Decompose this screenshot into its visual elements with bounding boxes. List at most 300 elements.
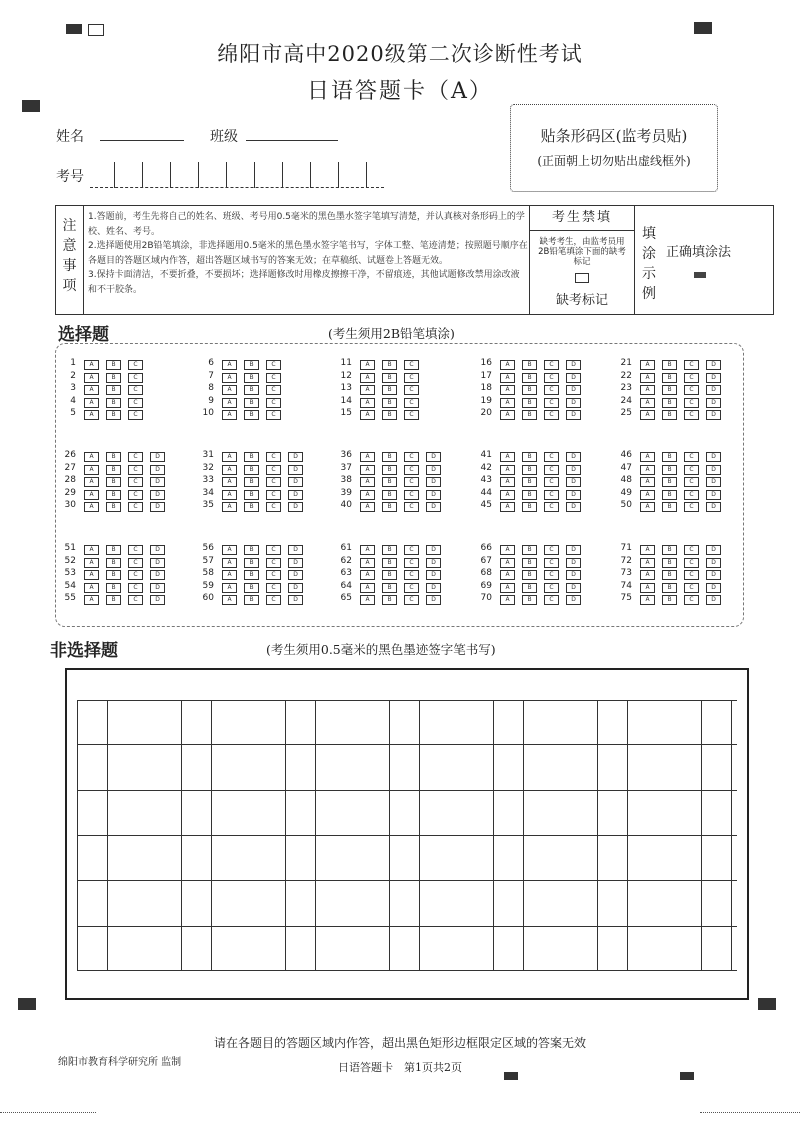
answer-bubble-a[interactable]: A (360, 477, 375, 487)
answer-bubble-a[interactable]: A (360, 583, 375, 593)
answer-bubble-c[interactable]: C (266, 398, 281, 408)
answer-bubble-b[interactable]: B (522, 595, 537, 605)
answer-bubble-c[interactable]: C (404, 583, 419, 593)
answer-bubble-b[interactable]: B (382, 477, 397, 487)
answer-bubble-b[interactable]: B (522, 477, 537, 487)
answer-bubble-b[interactable]: B (382, 545, 397, 555)
answer-bubble-b[interactable]: B (662, 583, 677, 593)
answer-bubble-d[interactable]: D (426, 465, 441, 475)
answer-bubble-b[interactable]: B (522, 385, 537, 395)
answer-bubble-b[interactable]: B (522, 373, 537, 383)
answer-bubble-a[interactable]: A (640, 410, 655, 420)
answer-bubble-b[interactable]: B (522, 583, 537, 593)
answer-bubble-d[interactable]: D (288, 502, 303, 512)
answer-bubble-b[interactable]: B (244, 490, 259, 500)
name-field[interactable] (100, 126, 184, 141)
answer-bubble-b[interactable]: B (244, 477, 259, 487)
answer-bubble-c[interactable]: C (266, 360, 281, 370)
answer-bubble-c[interactable]: C (266, 558, 281, 568)
answer-bubble-c[interactable]: C (544, 452, 559, 462)
answer-bubble-d[interactable]: D (566, 583, 581, 593)
answer-bubble-b[interactable]: B (382, 385, 397, 395)
answer-bubble-b[interactable]: B (244, 385, 259, 395)
answer-bubble-c[interactable]: C (128, 410, 143, 420)
answer-bubble-d[interactable]: D (288, 465, 303, 475)
answer-bubble-a[interactable]: A (640, 595, 655, 605)
answer-bubble-a[interactable]: A (640, 477, 655, 487)
answer-bubble-a[interactable]: A (222, 502, 237, 512)
answer-bubble-a[interactable]: A (360, 558, 375, 568)
answer-bubble-a[interactable]: A (500, 360, 515, 370)
answer-bubble-c[interactable]: C (544, 465, 559, 475)
answer-bubble-a[interactable]: A (500, 490, 515, 500)
answer-bubble-b[interactable]: B (662, 465, 677, 475)
answer-bubble-c[interactable]: C (266, 385, 281, 395)
answer-bubble-d[interactable]: D (706, 452, 721, 462)
answer-bubble-a[interactable]: A (222, 452, 237, 462)
answer-bubble-a[interactable]: A (500, 398, 515, 408)
answer-bubble-c[interactable]: C (404, 477, 419, 487)
answer-bubble-c[interactable]: C (404, 373, 419, 383)
answer-bubble-c[interactable]: C (128, 583, 143, 593)
answer-bubble-b[interactable]: B (382, 373, 397, 383)
answer-bubble-c[interactable]: C (684, 373, 699, 383)
answer-bubble-a[interactable]: A (360, 490, 375, 500)
answer-bubble-a[interactable]: A (360, 385, 375, 395)
answer-bubble-c[interactable]: C (684, 502, 699, 512)
answer-bubble-a[interactable]: A (222, 360, 237, 370)
answer-bubble-d[interactable]: D (426, 452, 441, 462)
answer-bubble-d[interactable]: D (426, 477, 441, 487)
answer-bubble-c[interactable]: C (684, 545, 699, 555)
answer-bubble-c[interactable]: C (404, 502, 419, 512)
question-number: 40 (340, 500, 352, 510)
answer-bubble-d[interactable]: D (426, 545, 441, 555)
answer-bubble-c[interactable]: C (684, 465, 699, 475)
answer-bubble-b[interactable]: B (244, 595, 259, 605)
answer-bubble-b[interactable]: B (106, 570, 121, 580)
answer-bubble-b[interactable]: B (522, 410, 537, 420)
answer-bubble-a[interactable]: A (222, 490, 237, 500)
answer-bubble-b[interactable]: B (244, 583, 259, 593)
answer-bubble-d[interactable]: D (566, 595, 581, 605)
answer-bubble-c[interactable]: C (404, 465, 419, 475)
answer-bubble-b[interactable]: B (106, 558, 121, 568)
answer-bubble-b[interactable]: B (382, 558, 397, 568)
answer-bubble-a[interactable]: A (360, 595, 375, 605)
answer-bubble-c[interactable]: C (544, 490, 559, 500)
answer-bubble-a[interactable]: A (222, 595, 237, 605)
answer-bubble-d[interactable]: D (288, 477, 303, 487)
answer-bubble-c[interactable]: C (544, 360, 559, 370)
answer-bubble-c[interactable]: C (128, 452, 143, 462)
answer-bubble-c[interactable]: C (544, 410, 559, 420)
answer-bubble-b[interactable]: B (106, 595, 121, 605)
answer-bubble-a[interactable]: A (84, 570, 99, 580)
answer-bubble-a[interactable]: A (222, 465, 237, 475)
answer-bubble-d[interactable]: D (150, 570, 165, 580)
answer-bubble-d[interactable]: D (706, 545, 721, 555)
answer-bubble-a[interactable]: A (84, 360, 99, 370)
answer-bubble-a[interactable]: A (84, 465, 99, 475)
answer-bubble-a[interactable]: A (84, 545, 99, 555)
answer-bubble-d[interactable]: D (150, 502, 165, 512)
answer-bubble-b[interactable]: B (522, 360, 537, 370)
answer-bubble-b[interactable]: B (382, 452, 397, 462)
answer-bubble-a[interactable]: A (640, 385, 655, 395)
answer-bubble-a[interactable]: A (84, 477, 99, 487)
answer-bubble-c[interactable]: C (266, 465, 281, 475)
answer-bubble-b[interactable]: B (106, 545, 121, 555)
answer-bubble-c[interactable]: C (266, 373, 281, 383)
answer-bubble-c[interactable]: C (266, 477, 281, 487)
answer-bubble-b[interactable]: B (382, 465, 397, 475)
answer-bubble-b[interactable]: B (382, 398, 397, 408)
answer-bubble-b[interactable]: B (522, 398, 537, 408)
answer-bubble-d[interactable]: D (566, 490, 581, 500)
answer-bubble-b[interactable]: B (662, 452, 677, 462)
answer-bubble-b[interactable]: B (382, 595, 397, 605)
answer-bubble-b[interactable]: B (522, 570, 537, 580)
answer-bubble-d[interactable]: D (706, 398, 721, 408)
answer-bubble-c[interactable]: C (404, 410, 419, 420)
grid-cell-divider (211, 790, 212, 835)
answer-bubble-c[interactable]: C (266, 545, 281, 555)
answer-bubble-a[interactable]: A (500, 570, 515, 580)
answer-bubble-b[interactable]: B (106, 385, 121, 395)
answer-bubble-c[interactable]: C (544, 558, 559, 568)
answer-bubble-b[interactable]: B (244, 373, 259, 383)
answer-bubble-d[interactable]: D (150, 595, 165, 605)
answer-bubble-c[interactable]: C (404, 398, 419, 408)
answer-bubble-a[interactable]: A (360, 545, 375, 555)
choice-question (58, 581, 178, 594)
answer-bubble-c[interactable]: C (266, 595, 281, 605)
answer-bubble-d[interactable]: D (706, 410, 721, 420)
answer-bubble-a[interactable]: A (84, 373, 99, 383)
answer-bubble-d[interactable]: D (706, 570, 721, 580)
answer-bubble-b[interactable]: B (382, 570, 397, 580)
answer-bubble-c[interactable]: C (684, 452, 699, 462)
answer-bubble-b[interactable]: B (662, 558, 677, 568)
answer-bubble-a[interactable]: A (84, 398, 99, 408)
answer-bubble-a[interactable]: A (360, 502, 375, 512)
answer-bubble-b[interactable]: B (244, 570, 259, 580)
answer-bubble-c[interactable]: C (684, 490, 699, 500)
answer-bubble-a[interactable]: A (360, 570, 375, 580)
exam-id-field[interactable] (90, 158, 384, 188)
choice-question (58, 475, 178, 488)
registration-mark (758, 998, 776, 1010)
answer-bubble-a[interactable]: A (640, 558, 655, 568)
answer-bubble-d[interactable]: D (426, 595, 441, 605)
answer-bubble-d[interactable]: D (150, 558, 165, 568)
answer-bubble-c[interactable]: C (266, 583, 281, 593)
answer-bubble-c[interactable]: C (128, 373, 143, 383)
answer-bubble-b[interactable]: B (662, 373, 677, 383)
answer-bubble-d[interactable]: D (706, 502, 721, 512)
answer-bubble-b[interactable]: B (662, 398, 677, 408)
answer-bubble-b[interactable]: B (662, 570, 677, 580)
answer-bubble-c[interactable]: C (404, 452, 419, 462)
answer-bubble-c[interactable]: C (684, 385, 699, 395)
answer-bubble-d[interactable]: D (706, 465, 721, 475)
answer-bubble-c[interactable]: C (684, 595, 699, 605)
nonchoice-answer-area[interactable] (65, 668, 749, 1000)
answer-bubble-d[interactable]: D (426, 502, 441, 512)
answer-bubble-b[interactable]: B (382, 410, 397, 420)
answer-bubble-a[interactable]: A (222, 477, 237, 487)
grid-cell-divider (285, 880, 286, 926)
answer-bubble-d[interactable]: D (426, 570, 441, 580)
answer-bubble-d[interactable]: D (150, 465, 165, 475)
answer-bubble-a[interactable]: A (222, 570, 237, 580)
answer-bubble-a[interactable]: A (222, 385, 237, 395)
answer-bubble-c[interactable]: C (404, 570, 419, 580)
answer-bubble-b[interactable]: B (522, 452, 537, 462)
answer-bubble-a[interactable]: A (84, 558, 99, 568)
answer-bubble-c[interactable]: C (404, 490, 419, 500)
answer-bubble-d[interactable]: D (566, 570, 581, 580)
answer-bubble-c[interactable]: C (404, 360, 419, 370)
answer-bubble-c[interactable]: C (404, 545, 419, 555)
answer-bubble-b[interactable]: B (522, 490, 537, 500)
answer-bubble-c[interactable]: C (684, 558, 699, 568)
answer-bubble-b[interactable]: B (662, 490, 677, 500)
notice-item: 3.保持卡面清洁，不要折叠，不要损坏；选择题修改时用橡皮擦擦干净，不留痕迹，其他试题修改禁用涂改液和不干胶条。 (88, 270, 520, 295)
answer-bubble-a[interactable]: A (222, 583, 237, 593)
answer-bubble-b[interactable]: B (106, 465, 121, 475)
answer-bubble-b[interactable]: B (244, 410, 259, 420)
answer-bubble-d[interactable]: D (706, 558, 721, 568)
answer-bubble-d[interactable]: D (706, 595, 721, 605)
answer-bubble-c[interactable]: C (544, 373, 559, 383)
answer-bubble-a[interactable]: A (360, 452, 375, 462)
answer-bubble-a[interactable]: A (222, 373, 237, 383)
answer-bubble-d[interactable]: D (566, 465, 581, 475)
answer-bubble-b[interactable]: B (382, 490, 397, 500)
answer-bubble-a[interactable]: A (222, 558, 237, 568)
answer-bubble-c[interactable]: C (684, 477, 699, 487)
answer-bubble-d[interactable]: D (566, 558, 581, 568)
answer-bubble-b[interactable]: B (662, 502, 677, 512)
answer-bubble-a[interactable]: A (222, 398, 237, 408)
answer-bubble-b[interactable]: B (106, 410, 121, 420)
answer-bubble-d[interactable]: D (706, 490, 721, 500)
answer-bubble-b[interactable]: B (522, 558, 537, 568)
registration-mark (66, 24, 82, 34)
answer-bubble-c[interactable]: C (266, 452, 281, 462)
answer-bubble-a[interactable]: A (84, 385, 99, 395)
answer-bubble-c[interactable]: C (544, 477, 559, 487)
answer-bubble-c[interactable]: C (684, 360, 699, 370)
answer-bubble-a[interactable]: A (360, 360, 375, 370)
answer-bubble-d[interactable]: D (288, 490, 303, 500)
answer-bubble-c[interactable]: C (128, 398, 143, 408)
answer-bubble-d[interactable]: D (150, 477, 165, 487)
answer-bubble-c[interactable]: C (266, 502, 281, 512)
answer-bubble-c[interactable]: C (684, 583, 699, 593)
answer-bubble-c[interactable]: C (128, 465, 143, 475)
answer-bubble-a[interactable]: A (640, 398, 655, 408)
answer-bubble-a[interactable]: A (500, 385, 515, 395)
answer-bubble-d[interactable]: D (426, 583, 441, 593)
choice-question (196, 463, 316, 476)
answer-bubble-a[interactable]: A (640, 373, 655, 383)
answer-bubble-c[interactable]: C (128, 595, 143, 605)
answer-bubble-c[interactable]: C (544, 385, 559, 395)
answer-bubble-c[interactable]: C (684, 410, 699, 420)
answer-bubble-d[interactable]: D (706, 385, 721, 395)
answer-bubble-b[interactable]: B (382, 583, 397, 593)
answer-bubble-c[interactable]: C (128, 545, 143, 555)
answer-bubble-a[interactable]: A (84, 502, 99, 512)
answer-bubble-d[interactable]: D (426, 558, 441, 568)
answer-bubble-c[interactable]: C (128, 490, 143, 500)
answer-bubble-c[interactable]: C (544, 502, 559, 512)
answer-bubble-c[interactable]: C (128, 502, 143, 512)
answer-bubble-d[interactable]: D (288, 545, 303, 555)
answer-bubble-a[interactable]: A (500, 545, 515, 555)
answer-bubble-b[interactable]: B (662, 385, 677, 395)
answer-bubble-c[interactable]: C (684, 398, 699, 408)
answer-bubble-b[interactable]: B (106, 477, 121, 487)
answer-bubble-b[interactable]: B (106, 490, 121, 500)
answer-bubble-a[interactable]: A (360, 398, 375, 408)
answer-bubble-c[interactable]: C (544, 398, 559, 408)
answer-bubble-a[interactable]: A (360, 465, 375, 475)
answer-bubble-d[interactable]: D (566, 373, 581, 383)
answer-bubble-a[interactable]: A (84, 583, 99, 593)
answer-bubble-a[interactable]: A (500, 410, 515, 420)
answer-bubble-c[interactable]: C (128, 570, 143, 580)
answer-bubble-d[interactable]: D (566, 385, 581, 395)
answer-bubble-a[interactable]: A (640, 490, 655, 500)
answer-bubble-d[interactable]: D (706, 360, 721, 370)
answer-bubble-b[interactable]: B (106, 583, 121, 593)
answer-bubble-d[interactable]: D (150, 490, 165, 500)
answer-bubble-d[interactable]: D (566, 360, 581, 370)
absence-checkbox[interactable] (575, 273, 589, 283)
answer-bubble-d[interactable]: D (566, 477, 581, 487)
answer-bubble-c[interactable]: C (128, 558, 143, 568)
answer-bubble-a[interactable]: A (222, 410, 237, 420)
answer-bubble-a[interactable]: A (500, 465, 515, 475)
answer-bubble-a[interactable]: A (640, 360, 655, 370)
answer-bubble-b[interactable]: B (244, 465, 259, 475)
answer-bubble-b[interactable]: B (244, 502, 259, 512)
answer-bubble-c[interactable]: C (544, 545, 559, 555)
answer-bubble-d[interactable]: D (150, 583, 165, 593)
answer-bubble-b[interactable]: B (106, 360, 121, 370)
answer-bubble-d[interactable]: D (706, 477, 721, 487)
answer-bubble-c[interactable]: C (544, 595, 559, 605)
answer-bubble-b[interactable]: B (244, 545, 259, 555)
answer-bubble-c[interactable]: C (544, 570, 559, 580)
answer-bubble-a[interactable]: A (500, 452, 515, 462)
answer-bubble-b[interactable]: B (522, 465, 537, 475)
answer-bubble-c[interactable]: C (128, 385, 143, 395)
answer-bubble-a[interactable]: A (640, 583, 655, 593)
answer-bubble-d[interactable]: D (150, 452, 165, 462)
answer-bubble-d[interactable]: D (288, 558, 303, 568)
answer-bubble-c[interactable]: C (266, 570, 281, 580)
answer-bubble-a[interactable]: A (84, 490, 99, 500)
answer-bubble-b[interactable]: B (106, 502, 121, 512)
answer-bubble-a[interactable]: A (640, 465, 655, 475)
answer-bubble-b[interactable]: B (382, 360, 397, 370)
answer-bubble-d[interactable]: D (566, 452, 581, 462)
answer-bubble-d[interactable]: D (566, 410, 581, 420)
class-field[interactable] (246, 126, 338, 141)
answer-bubble-a[interactable]: A (84, 452, 99, 462)
answer-bubble-d[interactable]: D (706, 373, 721, 383)
writing-grid[interactable] (77, 680, 737, 988)
answer-bubble-b[interactable]: B (662, 477, 677, 487)
answer-bubble-d[interactable]: D (288, 452, 303, 462)
answer-bubble-b[interactable]: B (522, 502, 537, 512)
answer-bubble-c[interactable]: C (404, 595, 419, 605)
answer-bubble-a[interactable]: A (500, 583, 515, 593)
answer-bubble-a[interactable]: A (500, 373, 515, 383)
answer-bubble-b[interactable]: B (106, 398, 121, 408)
answer-bubble-a[interactable]: A (84, 595, 99, 605)
answer-bubble-d[interactable]: D (288, 570, 303, 580)
answer-bubble-a[interactable]: A (500, 558, 515, 568)
answer-bubble-c[interactable]: C (128, 360, 143, 370)
answer-bubble-d[interactable]: D (706, 583, 721, 593)
answer-bubble-a[interactable]: A (640, 452, 655, 462)
answer-bubble-d[interactable]: D (566, 545, 581, 555)
answer-bubble-a[interactable]: A (500, 502, 515, 512)
answer-bubble-c[interactable]: C (404, 385, 419, 395)
answer-bubble-d[interactable]: D (288, 583, 303, 593)
answer-bubble-b[interactable]: B (244, 398, 259, 408)
answer-bubble-b[interactable]: B (662, 360, 677, 370)
answer-bubble-d[interactable]: D (288, 595, 303, 605)
answer-bubble-a[interactable]: A (640, 545, 655, 555)
answer-bubble-b[interactable]: B (106, 373, 121, 383)
answer-bubble-a[interactable]: A (500, 477, 515, 487)
answer-bubble-b[interactable]: B (662, 595, 677, 605)
answer-bubble-c[interactable]: C (684, 570, 699, 580)
answer-bubble-b[interactable]: B (662, 545, 677, 555)
answer-bubble-b[interactable]: B (244, 558, 259, 568)
answer-bubble-c[interactable]: C (544, 583, 559, 593)
answer-bubble-b[interactable]: B (244, 360, 259, 370)
answer-bubble-a[interactable]: A (640, 502, 655, 512)
answer-bubble-b[interactable]: B (662, 410, 677, 420)
answer-bubble-c[interactable]: C (266, 490, 281, 500)
answer-bubble-d[interactable]: D (150, 545, 165, 555)
answer-bubble-b[interactable]: B (522, 545, 537, 555)
answer-bubble-a[interactable]: A (360, 410, 375, 420)
answer-bubble-b[interactable]: B (244, 452, 259, 462)
answer-bubble-b[interactable]: B (106, 452, 121, 462)
answer-bubble-a[interactable]: A (500, 595, 515, 605)
answer-bubble-a[interactable]: A (640, 570, 655, 580)
answer-bubble-a[interactable]: A (84, 410, 99, 420)
answer-bubble-b[interactable]: B (382, 502, 397, 512)
answer-bubble-a[interactable]: A (222, 545, 237, 555)
answer-bubble-a[interactable]: A (360, 373, 375, 383)
answer-bubble-c[interactable]: C (266, 410, 281, 420)
answer-bubble-d[interactable]: D (566, 502, 581, 512)
answer-bubble-c[interactable]: C (404, 558, 419, 568)
answer-bubble-c[interactable]: C (128, 477, 143, 487)
answer-bubble-d[interactable]: D (426, 490, 441, 500)
answer-bubble-d[interactable]: D (566, 398, 581, 408)
